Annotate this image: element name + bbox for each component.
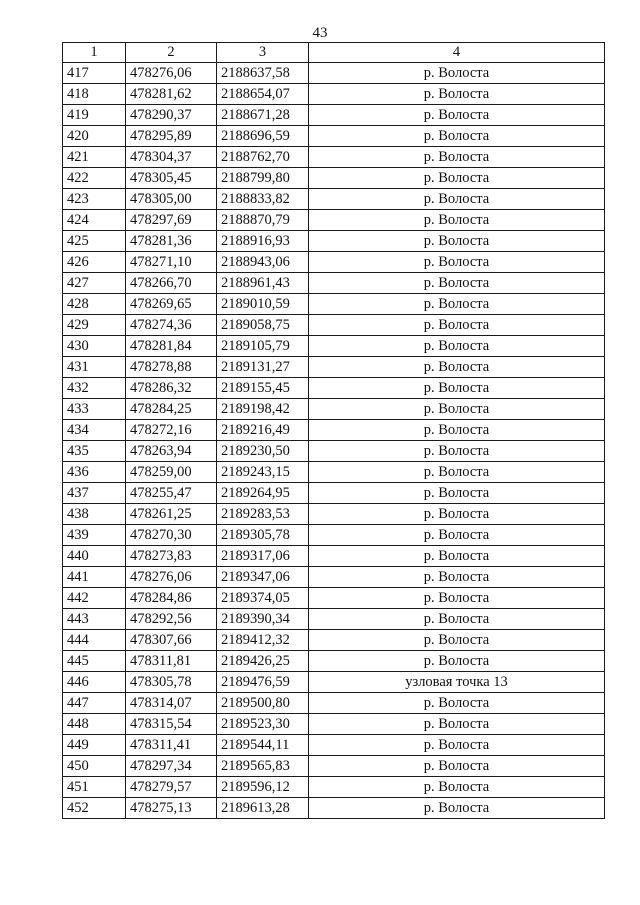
point-number-cell: 444 — [63, 630, 126, 651]
table-row — [63, 168, 605, 189]
table-body — [63, 63, 605, 819]
y-coordinate-cell: 2188799,80 — [217, 168, 309, 189]
x-coordinate-cell: 478297,34 — [126, 756, 217, 777]
table-row — [63, 483, 605, 504]
point-number-cell: 424 — [63, 210, 126, 231]
description-cell: р. Волоста — [309, 105, 605, 126]
table-row — [63, 399, 605, 420]
x-coordinate-cell: 478292,56 — [126, 609, 217, 630]
point-number-cell: 435 — [63, 441, 126, 462]
description-cell: р. Волоста — [309, 378, 605, 399]
y-coordinate-cell: 2189390,34 — [217, 609, 309, 630]
point-number-cell: 438 — [63, 504, 126, 525]
y-coordinate-cell: 2188637,58 — [217, 63, 309, 84]
header-cell-description: 4 — [309, 43, 605, 63]
table-row — [63, 105, 605, 126]
description-cell: р. Волоста — [309, 84, 605, 105]
x-coordinate-cell: 478307,66 — [126, 630, 217, 651]
point-number-cell: 427 — [63, 273, 126, 294]
description-cell: р. Волоста — [309, 315, 605, 336]
table-row — [63, 420, 605, 441]
table-row — [63, 588, 605, 609]
header-cell-y-coordinate: 3 — [217, 43, 309, 63]
description-cell: р. Волоста — [309, 147, 605, 168]
description-cell: узловая точка 13 — [309, 672, 605, 693]
description-cell: р. Волоста — [309, 609, 605, 630]
point-number-cell: 447 — [63, 693, 126, 714]
table-row — [63, 336, 605, 357]
x-coordinate-cell: 478315,54 — [126, 714, 217, 735]
table-row — [63, 252, 605, 273]
description-cell: р. Волоста — [309, 231, 605, 252]
x-coordinate-cell: 478273,83 — [126, 546, 217, 567]
table-row — [63, 546, 605, 567]
y-coordinate-cell: 2189131,27 — [217, 357, 309, 378]
y-coordinate-cell: 2188870,79 — [217, 210, 309, 231]
x-coordinate-cell: 478297,69 — [126, 210, 217, 231]
table-row — [63, 756, 605, 777]
point-number-cell: 446 — [63, 672, 126, 693]
x-coordinate-cell: 478269,65 — [126, 294, 217, 315]
y-coordinate-cell: 2189476,59 — [217, 672, 309, 693]
y-coordinate-cell: 2188762,70 — [217, 147, 309, 168]
x-coordinate-cell: 478274,36 — [126, 315, 217, 336]
x-coordinate-cell: 478276,06 — [126, 567, 217, 588]
x-coordinate-cell: 478314,07 — [126, 693, 217, 714]
table-row — [63, 798, 605, 819]
table-row — [63, 504, 605, 525]
point-number-cell: 421 — [63, 147, 126, 168]
description-cell: р. Волоста — [309, 567, 605, 588]
y-coordinate-cell: 2189105,79 — [217, 336, 309, 357]
table-row — [63, 231, 605, 252]
y-coordinate-cell: 2189347,06 — [217, 567, 309, 588]
y-coordinate-cell: 2188833,82 — [217, 189, 309, 210]
point-number-cell: 420 — [63, 126, 126, 147]
y-coordinate-cell: 2189264,95 — [217, 483, 309, 504]
point-number-cell: 451 — [63, 777, 126, 798]
table-row — [63, 441, 605, 462]
point-number-cell: 425 — [63, 231, 126, 252]
x-coordinate-cell: 478259,00 — [126, 462, 217, 483]
table-row — [63, 84, 605, 105]
description-cell: р. Волоста — [309, 252, 605, 273]
table-row — [63, 609, 605, 630]
point-number-cell: 450 — [63, 756, 126, 777]
y-coordinate-cell: 2189305,78 — [217, 525, 309, 546]
description-cell: р. Волоста — [309, 399, 605, 420]
y-coordinate-cell: 2189544,11 — [217, 735, 309, 756]
x-coordinate-cell: 478278,88 — [126, 357, 217, 378]
table-row — [63, 714, 605, 735]
x-coordinate-cell: 478270,30 — [126, 525, 217, 546]
point-number-cell: 419 — [63, 105, 126, 126]
point-number-cell: 431 — [63, 357, 126, 378]
description-cell: р. Волоста — [309, 462, 605, 483]
x-coordinate-cell: 478286,32 — [126, 378, 217, 399]
point-number-cell: 445 — [63, 651, 126, 672]
table-row — [63, 315, 605, 336]
y-coordinate-cell: 2188654,07 — [217, 84, 309, 105]
x-coordinate-cell: 478271,10 — [126, 252, 217, 273]
description-cell: р. Волоста — [309, 336, 605, 357]
y-coordinate-cell: 2189010,59 — [217, 294, 309, 315]
point-number-cell: 430 — [63, 336, 126, 357]
y-coordinate-cell: 2189565,83 — [217, 756, 309, 777]
description-cell: р. Волоста — [309, 546, 605, 567]
y-coordinate-cell: 2189317,06 — [217, 546, 309, 567]
point-number-cell: 426 — [63, 252, 126, 273]
point-number-cell: 418 — [63, 84, 126, 105]
x-coordinate-cell: 478279,57 — [126, 777, 217, 798]
table-row — [63, 189, 605, 210]
table-row — [63, 294, 605, 315]
x-coordinate-cell: 478295,89 — [126, 126, 217, 147]
description-cell: р. Волоста — [309, 483, 605, 504]
x-coordinate-cell: 478263,94 — [126, 441, 217, 462]
table-row — [63, 126, 605, 147]
y-coordinate-cell: 2189500,80 — [217, 693, 309, 714]
point-number-cell: 439 — [63, 525, 126, 546]
y-coordinate-cell: 2188696,59 — [217, 126, 309, 147]
description-cell: р. Волоста — [309, 525, 605, 546]
point-number-cell: 429 — [63, 315, 126, 336]
description-cell: р. Волоста — [309, 126, 605, 147]
point-number-cell: 436 — [63, 462, 126, 483]
y-coordinate-cell: 2189426,25 — [217, 651, 309, 672]
point-number-cell: 452 — [63, 798, 126, 819]
description-cell: р. Волоста — [309, 420, 605, 441]
table-row — [63, 630, 605, 651]
table-row — [63, 525, 605, 546]
table-row — [63, 735, 605, 756]
point-number-cell: 428 — [63, 294, 126, 315]
x-coordinate-cell: 478284,86 — [126, 588, 217, 609]
y-coordinate-cell: 2188916,93 — [217, 231, 309, 252]
table-row — [63, 693, 605, 714]
table-row — [63, 63, 605, 84]
y-coordinate-cell: 2189283,53 — [217, 504, 309, 525]
description-cell: р. Волоста — [309, 210, 605, 231]
description-cell: р. Волоста — [309, 357, 605, 378]
x-coordinate-cell: 478311,81 — [126, 651, 217, 672]
table-row — [63, 210, 605, 231]
point-number-cell: 448 — [63, 714, 126, 735]
table-row — [63, 378, 605, 399]
y-coordinate-cell: 2188961,43 — [217, 273, 309, 294]
description-cell: р. Волоста — [309, 189, 605, 210]
point-number-cell: 432 — [63, 378, 126, 399]
point-number-cell: 440 — [63, 546, 126, 567]
description-cell: р. Волоста — [309, 441, 605, 462]
header-row — [63, 43, 605, 63]
point-number-cell: 433 — [63, 399, 126, 420]
point-number-cell: 443 — [63, 609, 126, 630]
description-cell: р. Волоста — [309, 651, 605, 672]
description-cell: р. Волоста — [309, 168, 605, 189]
point-number-cell: 437 — [63, 483, 126, 504]
table-row — [63, 147, 605, 168]
y-coordinate-cell: 2188943,06 — [217, 252, 309, 273]
table-row — [63, 651, 605, 672]
y-coordinate-cell: 2189412,32 — [217, 630, 309, 651]
description-cell: р. Волоста — [309, 588, 605, 609]
y-coordinate-cell: 2189523,30 — [217, 714, 309, 735]
page-number: 43 — [312, 25, 328, 41]
table-row — [63, 273, 605, 294]
y-coordinate-cell: 2189155,45 — [217, 378, 309, 399]
point-number-cell: 422 — [63, 168, 126, 189]
x-coordinate-cell: 478266,70 — [126, 273, 217, 294]
header-cell-x-coordinate: 2 — [126, 43, 217, 63]
y-coordinate-cell: 2188671,28 — [217, 105, 309, 126]
header-cell-point-number: 1 — [63, 43, 126, 63]
x-coordinate-cell: 478290,37 — [126, 105, 217, 126]
x-coordinate-cell: 478272,16 — [126, 420, 217, 441]
description-cell: р. Волоста — [309, 294, 605, 315]
x-coordinate-cell: 478305,45 — [126, 168, 217, 189]
description-cell: р. Волоста — [309, 693, 605, 714]
x-coordinate-cell: 478305,78 — [126, 672, 217, 693]
point-number-cell: 442 — [63, 588, 126, 609]
description-cell: р. Волоста — [309, 630, 605, 651]
point-number-cell: 417 — [63, 63, 126, 84]
point-number-cell: 423 — [63, 189, 126, 210]
description-cell: р. Волоста — [309, 273, 605, 294]
x-coordinate-cell: 478255,47 — [126, 483, 217, 504]
x-coordinate-cell: 478284,25 — [126, 399, 217, 420]
table-header — [63, 43, 605, 63]
x-coordinate-cell: 478281,84 — [126, 336, 217, 357]
x-coordinate-cell: 478275,13 — [126, 798, 217, 819]
description-cell: р. Волоста — [309, 756, 605, 777]
y-coordinate-cell: 2189230,50 — [217, 441, 309, 462]
point-number-cell: 441 — [63, 567, 126, 588]
y-coordinate-cell: 2189198,42 — [217, 399, 309, 420]
description-cell: р. Волоста — [309, 714, 605, 735]
x-coordinate-cell: 478261,25 — [126, 504, 217, 525]
table-row — [63, 567, 605, 588]
table-row — [63, 672, 605, 693]
coordinates-table — [62, 42, 605, 819]
point-number-cell: 449 — [63, 735, 126, 756]
y-coordinate-cell: 2189613,28 — [217, 798, 309, 819]
description-cell: р. Волоста — [309, 777, 605, 798]
y-coordinate-cell: 2189596,12 — [217, 777, 309, 798]
description-cell: р. Волоста — [309, 798, 605, 819]
description-cell: р. Волоста — [309, 735, 605, 756]
table-row — [63, 777, 605, 798]
table-row — [63, 357, 605, 378]
description-cell: р. Волоста — [309, 63, 605, 84]
x-coordinate-cell: 478281,36 — [126, 231, 217, 252]
x-coordinate-cell: 478305,00 — [126, 189, 217, 210]
x-coordinate-cell: 478311,41 — [126, 735, 217, 756]
y-coordinate-cell: 2189243,15 — [217, 462, 309, 483]
x-coordinate-cell: 478304,37 — [126, 147, 217, 168]
table-row — [63, 462, 605, 483]
y-coordinate-cell: 2189216,49 — [217, 420, 309, 441]
point-number-cell: 434 — [63, 420, 126, 441]
x-coordinate-cell: 478276,06 — [126, 63, 217, 84]
y-coordinate-cell: 2189374,05 — [217, 588, 309, 609]
x-coordinate-cell: 478281,62 — [126, 84, 217, 105]
y-coordinate-cell: 2189058,75 — [217, 315, 309, 336]
description-cell: р. Волоста — [309, 504, 605, 525]
